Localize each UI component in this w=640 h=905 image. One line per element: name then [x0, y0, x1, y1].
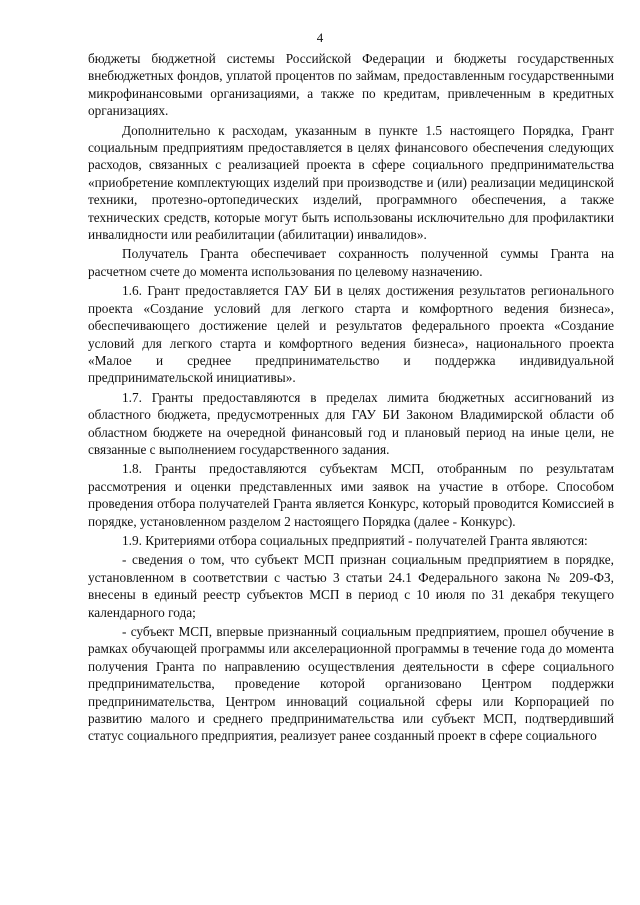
paragraph: 1.9. Критериями отбора социальных предприятий - получателей Гранта являются:	[122, 532, 588, 548]
paragraph: 1.7. Гранты предоставляются в пределах лимита бюджетных ассигнований из областного бюджета, предусмотренных для ГАУ БИ Законом Владимирской области об областном бюджете на очередной финансовый год и плановый период на иные цели, не связанные с выполнением государственного задания.	[88, 389, 614, 457]
page-number: 4	[316, 30, 324, 45]
paragraph: 1.6. Грант предоставляется ГАУ БИ в целях достижения результатов регионального проекта «Создание условий для легкого старта и комфортного ведения бизнеса», обеспечивающего достижение целей и результатов федерального проекта «Создание условий для легкого старта и комфортного ведения бизнеса», национального проекта «Малое и среднее предпринимательство и поддержка индивидуальной предпринимательской инициативы».	[88, 283, 614, 386]
paragraph: бюджеты бюджетной системы Российской Федерации и бюджеты государственных внебюджетных фондов, уплатой процентов по займам, предоставленным государственными микрофинансовыми организациями, а также по кредитам, привлеченным в кредитных организациях.	[88, 51, 614, 119]
paragraph: - сведения о том, что субъект МСП признан социальным предприятием в порядке, установленном в соответствии с частью 3 статьи 24.1 Федерального закона № 209-ФЗ, внесены в единый реестр субъектов МСП в период с 10 июля по 31 декабря текущего календарного года;	[88, 552, 614, 620]
paragraph: - субъект МСП, впервые признанный социальным предприятием, прошел обучение в рамках обучающей программы или акселерационной программы в течение года до момента получения Гранта по направлению осуществления деятельности в сфере социального предпринимательства, проведение которой организовано Центром поддержки предпринимательства, Центром инноваций социальной сферы или Корпорацией по развитию малого и среднего предпринимательства или субъект МСП, подтвердивший статус социального предприятия, реализует ранее созданный проект в сфере социального	[88, 624, 614, 744]
paragraph: 1.8. Гранты предоставляются субъектам МСП, отобранным по результатам рассмотрения и оценки представленных ими заявок на участие в отборе. Способом проведения отбора получателей Гранта является Конкурс, который проводится Комиссией в порядке, установленном разделом 2 настоящего Порядка (далее - Конкурс).	[88, 461, 614, 529]
paragraph: Получатель Гранта обеспечивает сохранность полученной суммы Гранта на расчетном счете до момента использования по целевому назначению.	[88, 246, 614, 279]
paragraph: Дополнительно к расходам, указанным в пункте 1.5 настоящего Порядка, Грант социальным предприятиям предоставляется в целях финансового обеспечения следующих расходов, связанных с реализацией проекта в сфере социального предпринимательства «приобретение комплектующих изделий при производстве и (или) реализации медицинской техники, протезно-ортопедических изделий, программного обеспечения, а также технических средств, которые могут быть использованы исключительно для профилактики инвалидности или реабилитации (абилитации) инвалидов».	[88, 122, 614, 243]
document-body	[88, 50, 614, 745]
